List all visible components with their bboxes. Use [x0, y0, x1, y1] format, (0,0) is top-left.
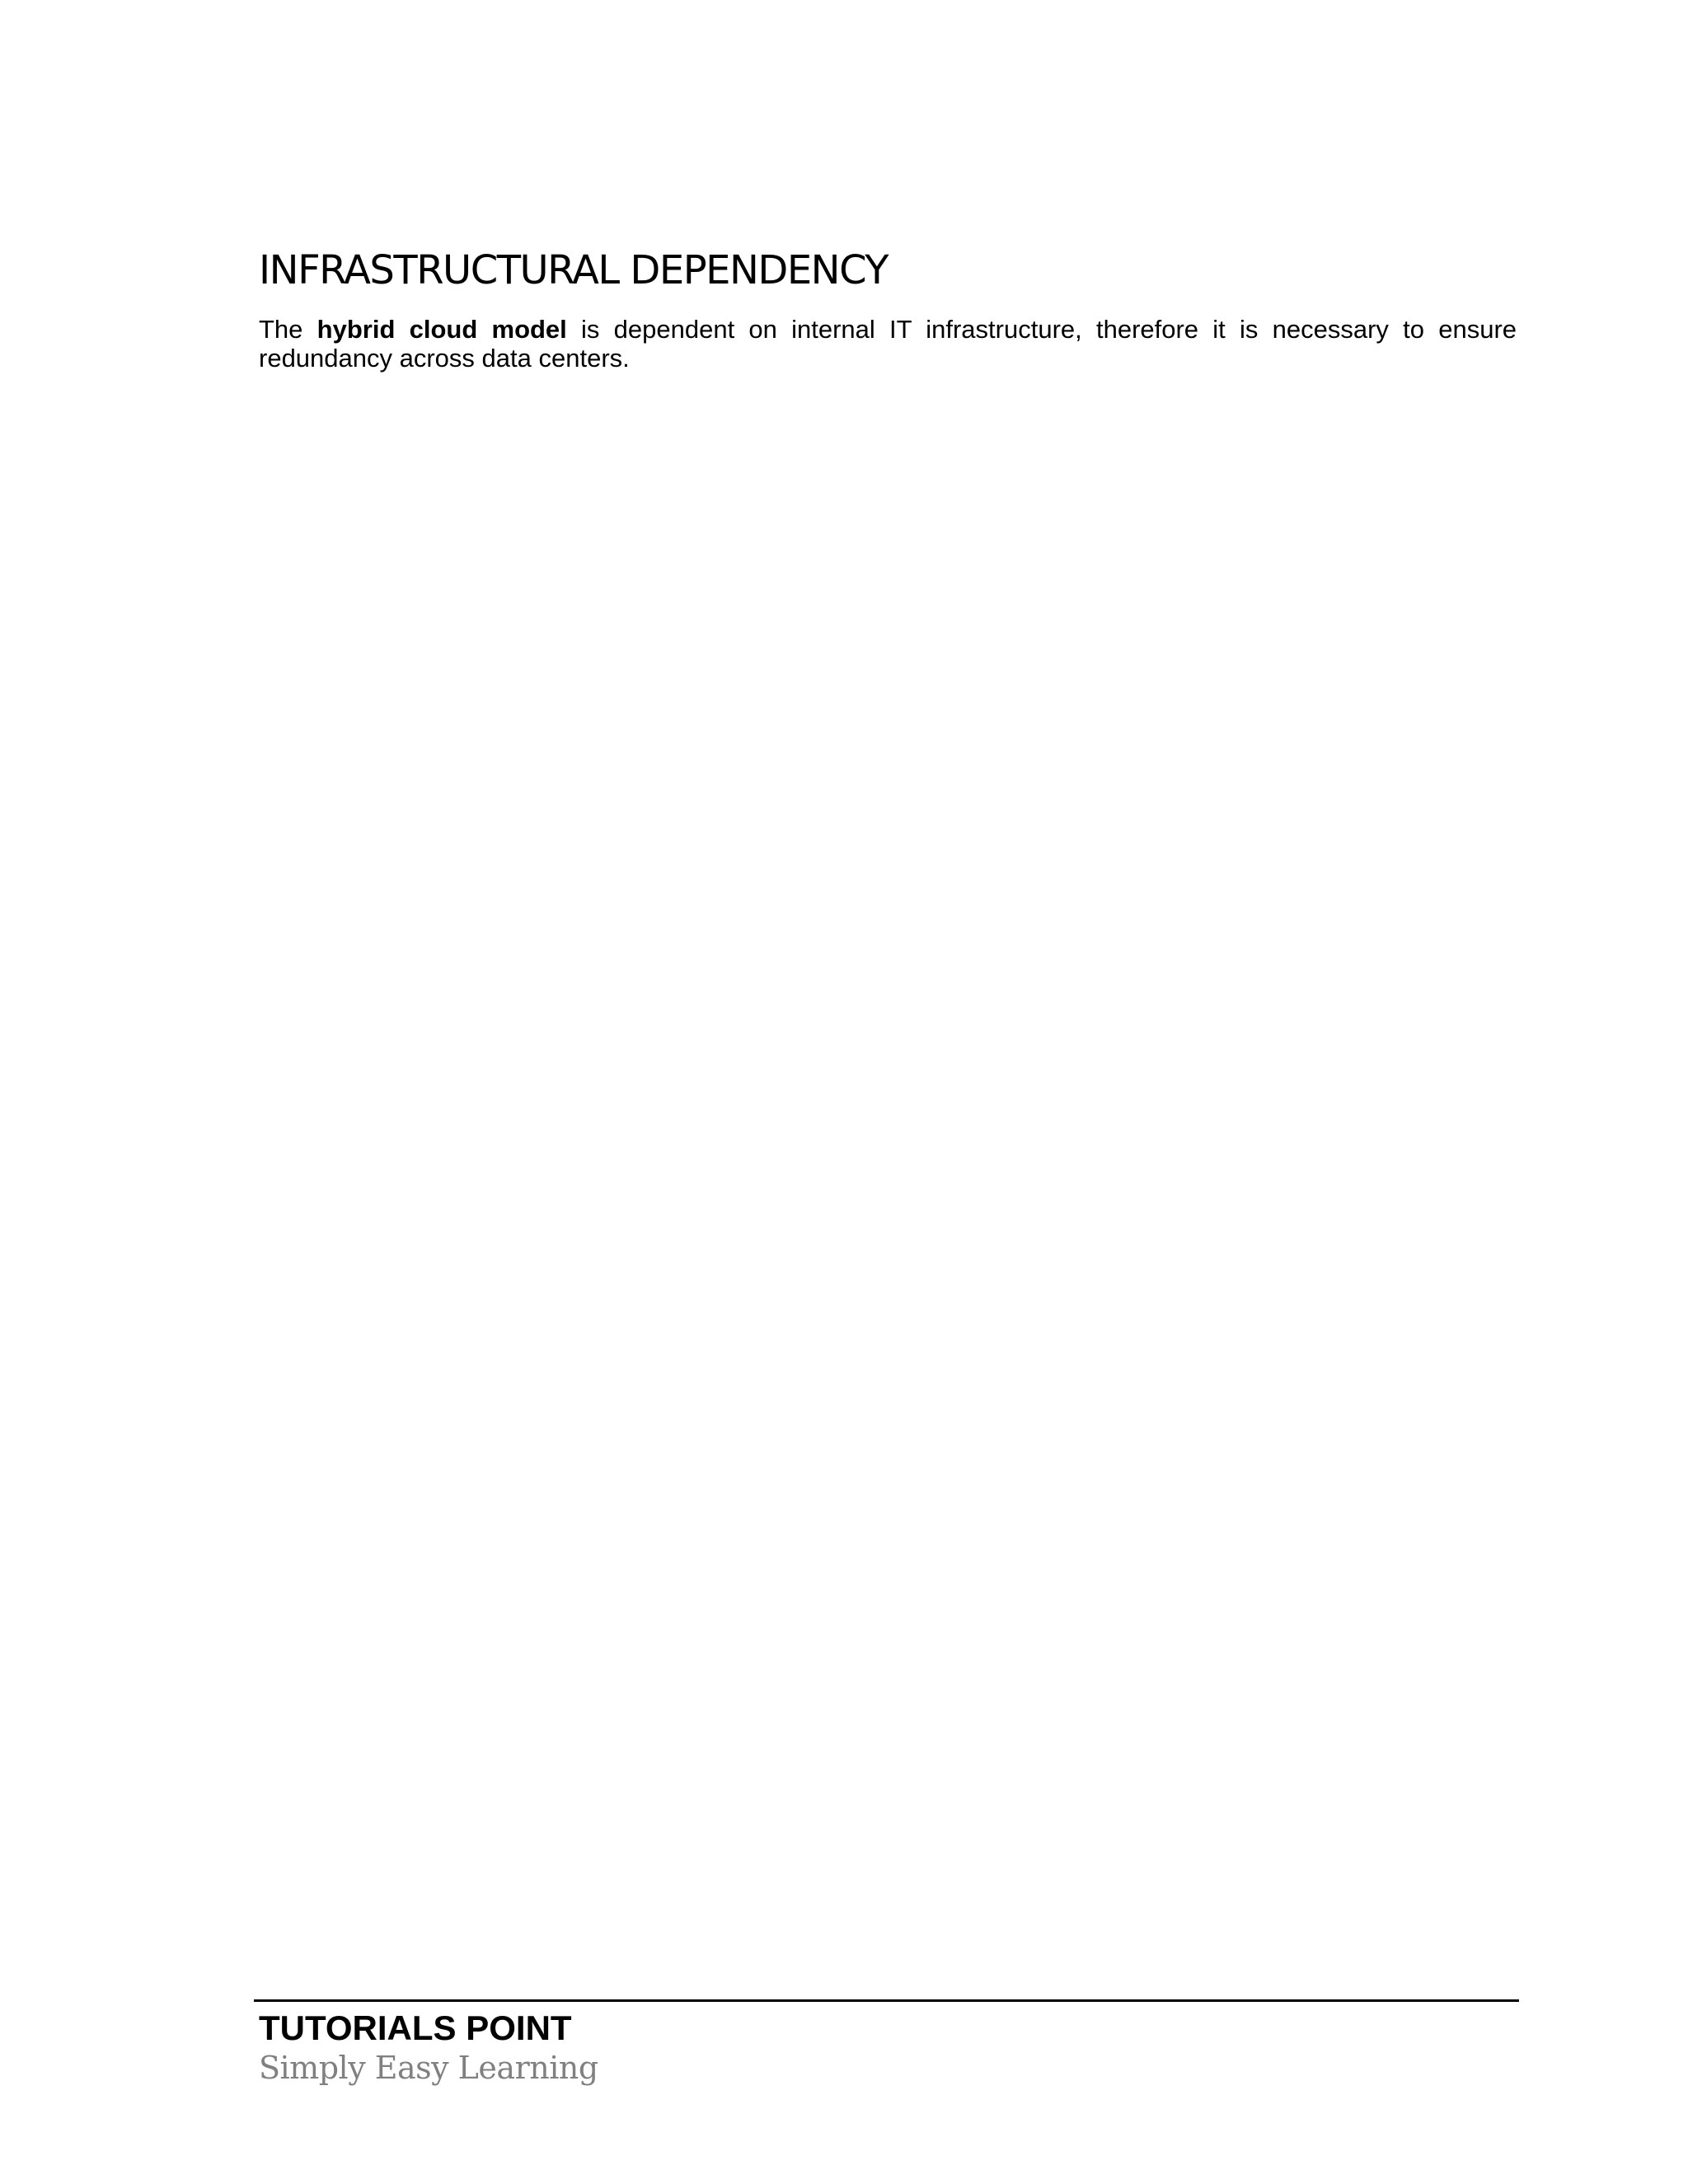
paragraph-prefix: The: [259, 315, 317, 344]
section-heading: INFRASTRUCTURAL DEPENDENCY: [259, 247, 889, 293]
paragraph-suffix: is dependent on internal IT infrastructure, therefore it is necessary to ensure redundancy across data centers.: [259, 315, 1517, 373]
footer-brand: TUTORIALS POINT: [259, 2008, 572, 2047]
footer-divider: [254, 1999, 1519, 2002]
footer-tagline: Simply Easy Learning: [259, 2050, 598, 2086]
bold-term: hybrid cloud model: [316, 315, 567, 344]
body-paragraph: [259, 315, 1517, 373]
